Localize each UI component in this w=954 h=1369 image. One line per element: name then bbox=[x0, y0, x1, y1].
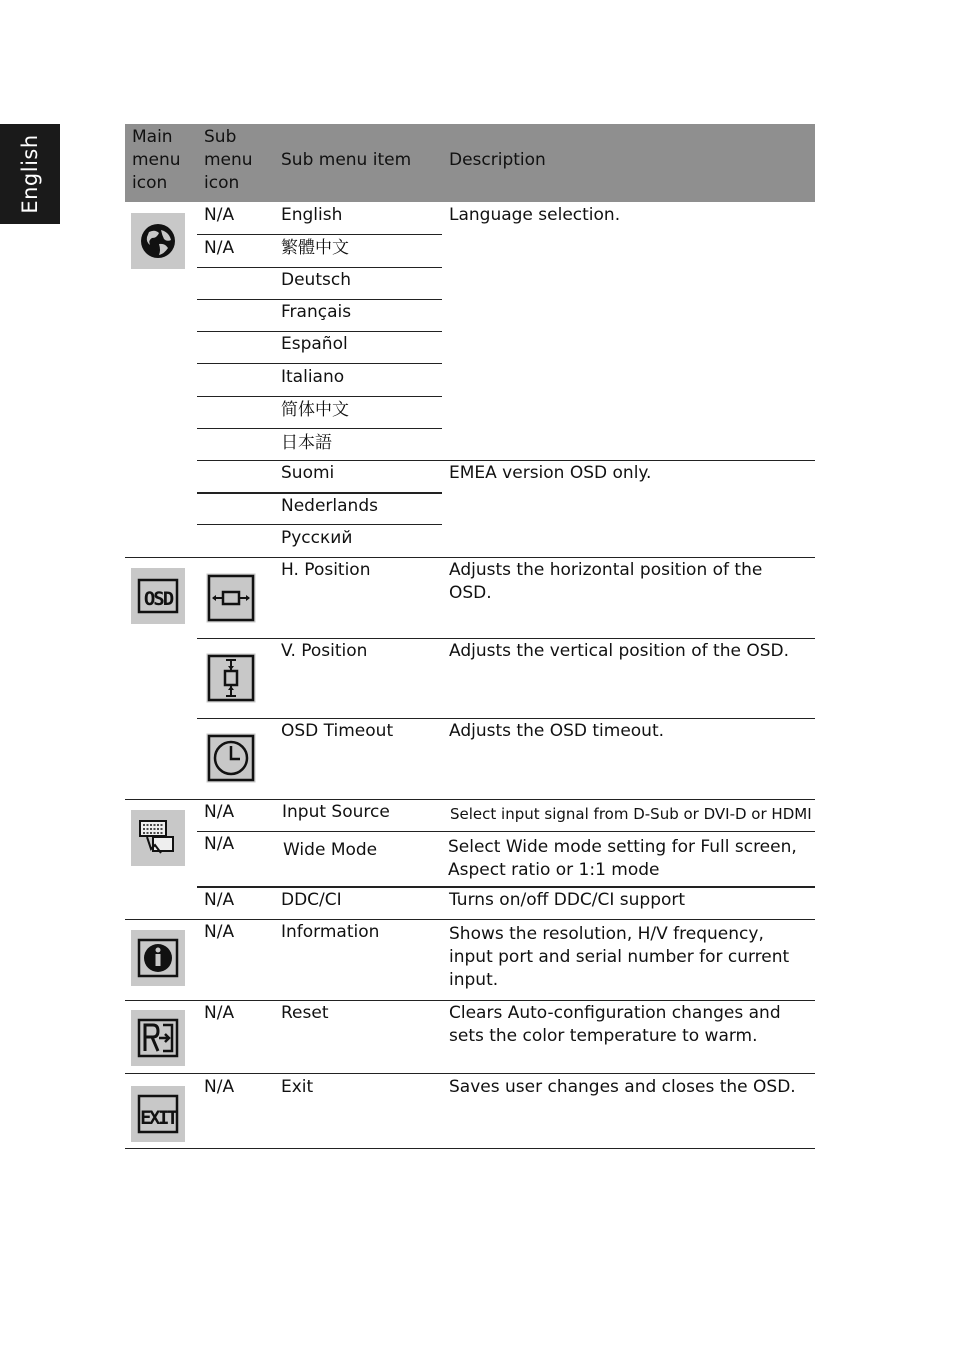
input-na-1: N/A bbox=[204, 802, 235, 822]
wide-mode-item: Wide Mode bbox=[283, 840, 378, 860]
timeout-item: OSD Timeout bbox=[281, 721, 394, 741]
vpos-item: V. Position bbox=[281, 641, 368, 661]
info-na: N/A bbox=[204, 922, 235, 942]
vertical-position-icon bbox=[206, 653, 256, 703]
vpos-description: Adjusts the vertical position of the OSD. bbox=[449, 641, 789, 661]
list-item: Русский bbox=[281, 528, 353, 548]
list-item: English bbox=[281, 205, 343, 225]
emea-description: EMEA version OSD only. bbox=[449, 463, 652, 483]
ddc-ci-item: DDC/CI bbox=[281, 890, 342, 910]
reset-icon bbox=[131, 1010, 185, 1066]
language-side-tab bbox=[0, 124, 60, 224]
language-description: Language selection. bbox=[449, 205, 621, 225]
list-item: Italiano bbox=[281, 367, 345, 387]
svg-text:EXIT: EXIT bbox=[140, 1107, 176, 1129]
header-sub-menu-icon: Sub menu icon bbox=[204, 127, 253, 193]
input-source-icon bbox=[131, 810, 185, 866]
horizontal-position-icon bbox=[206, 573, 256, 623]
hpos-description: Adjusts the horizontal position of the OSD. bbox=[449, 560, 763, 603]
hpos-item: H. Position bbox=[281, 560, 371, 580]
side-tab-label: English bbox=[18, 134, 42, 214]
input-source-description: Select input signal from D-Sub or DVI-D or HDMI bbox=[450, 805, 812, 823]
information-description: Shows the resolution, H/V frequency, input port and serial number for current input. bbox=[449, 924, 790, 990]
list-item: Español bbox=[281, 334, 348, 354]
globe-icon bbox=[131, 213, 185, 269]
reset-na: N/A bbox=[204, 1003, 235, 1023]
exit-na: N/A bbox=[204, 1077, 235, 1097]
list-item: Suomi bbox=[281, 463, 335, 483]
header-description: Description bbox=[449, 150, 546, 170]
list-item: 日本語 bbox=[281, 433, 332, 453]
list-item: Français bbox=[281, 302, 352, 322]
ddc-ci-description: Turns on/off DDC/CI support bbox=[449, 890, 686, 910]
lang-na-1: N/A bbox=[204, 205, 235, 225]
lang-na-2: N/A bbox=[204, 238, 235, 258]
timeout-description: Adjusts the OSD timeout. bbox=[449, 721, 665, 741]
input-na-3: N/A bbox=[204, 890, 235, 910]
osd-icon bbox=[131, 568, 185, 624]
wide-mode-description: Select Wide mode setting for Full screen, Aspect ratio or 1:1 mode bbox=[448, 837, 797, 880]
svg-text:OSD: OSD bbox=[143, 588, 173, 610]
exit-item: Exit bbox=[281, 1077, 314, 1097]
input-source-item: Input Source bbox=[282, 802, 390, 822]
header-main-menu-icon: Main menu icon bbox=[132, 127, 181, 193]
list-item: 简体中文 bbox=[281, 400, 349, 420]
reset-item: Reset bbox=[281, 1003, 329, 1023]
reset-description: Clears Auto-configuration changes and sets the color temperature to warm. bbox=[449, 1003, 781, 1046]
list-item: Deutsch bbox=[281, 270, 351, 290]
exit-icon bbox=[131, 1086, 185, 1142]
exit-description: Saves user changes and closes the OSD. bbox=[449, 1077, 796, 1097]
list-item: 繁體中文 bbox=[281, 238, 349, 258]
input-na-2: N/A bbox=[204, 834, 235, 854]
list-item: Nederlands bbox=[281, 496, 378, 516]
header-sub-menu-item: Sub menu item bbox=[281, 150, 412, 170]
info-icon bbox=[131, 930, 185, 986]
clock-icon bbox=[206, 733, 256, 783]
information-item: Information bbox=[281, 922, 380, 942]
